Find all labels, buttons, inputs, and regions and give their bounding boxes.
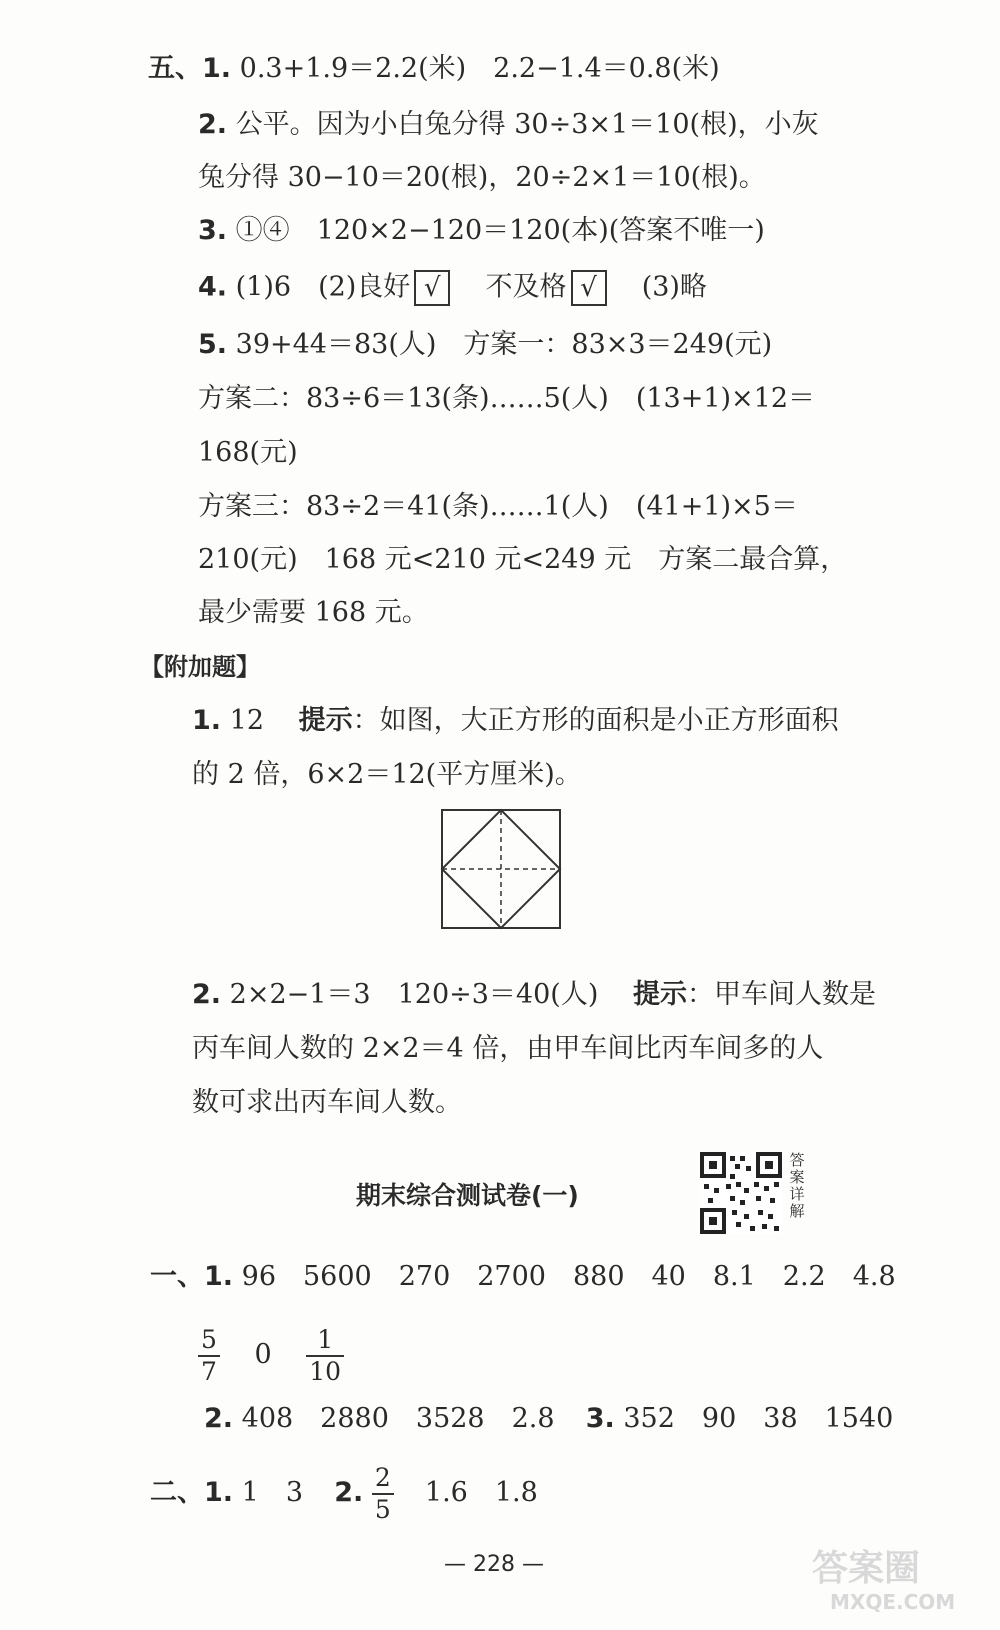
exam-q3-values: 352 90 38 1540 (623, 1403, 894, 1434)
extra-q1-answer: 12 (229, 705, 264, 736)
qr-code-icon[interactable] (700, 1152, 782, 1234)
extra-q2-line2: 丙车间人数的 2×2＝4 倍，由甲车间比丙车间多的人 (192, 1033, 824, 1064)
exam-s2-rest: 1.6 1.8 (424, 1477, 538, 1508)
sec5-q1 (148, 52, 720, 86)
sec5-q2-text1: 公平。因为小白兔分得 30÷3×1＝10(根)，小灰 (235, 109, 819, 140)
exam-s2-label: 二、1. (150, 1477, 234, 1508)
exam-s2-values: 1 3 (241, 1477, 303, 1508)
sec5-q4-c: (3)略 (641, 271, 707, 303)
sec5-q5-line3: 168(元) (198, 437, 298, 468)
sec5-q5-num: 5. (198, 329, 228, 360)
extra-q2-num: 2. (192, 979, 222, 1010)
sec5-q5-line1 (198, 328, 772, 362)
extra-q1-line1 (192, 704, 839, 738)
extra-q1-hint-label: 提示 (298, 705, 353, 736)
sec5-label: 五、1. (148, 53, 232, 84)
sec5-q4-a: (1)6 (2)良好 (235, 271, 411, 303)
sec5-q5-line4: 方案三：83÷2＝41(条)……1(人) (41+1)×5＝ (198, 491, 798, 522)
exam-s1-values: 96 5600 270 2700 880 40 8.1 2.2 4.8 (241, 1261, 896, 1292)
page-number: — 228 — (444, 1552, 544, 1577)
sec5-q5-line6: 最少需要 168 元。 (198, 597, 429, 628)
fraction-5-7: $\frac{5}{7}$ (198, 1325, 220, 1387)
watermark-url: MXQE.COM (830, 1590, 956, 1614)
sec5-q3-num: 3. (198, 215, 228, 246)
exam-q2-num: 2. (204, 1403, 234, 1434)
exam-title: 期末综合测试卷(一) (356, 1181, 579, 1210)
extra-q2-line1 (192, 978, 876, 1012)
sec5-q5-text1: 39+44＝83(人) 方案一：83×3＝249(元) (235, 329, 773, 360)
extra-q1-text1: ：如图，大正方形的面积是小正方形面积 (352, 705, 839, 736)
sec5-q5-line2: 方案二：83÷6＝13(条)……5(人) (13+1)×12＝ (198, 383, 816, 414)
sec5-q3 (198, 214, 765, 248)
extra-q1-num: 1. (192, 705, 222, 736)
exam-s1-label: 一、1. (150, 1261, 234, 1292)
exam-s1-fractions (198, 1320, 344, 1390)
qr-caption: 答 案 详 解 (789, 1151, 805, 1220)
sec5-q4-num: 4. (198, 271, 228, 303)
extra-q2-b: ：甲车间人数是 (686, 979, 876, 1010)
exam-q3-num: 3. (585, 1403, 615, 1434)
sec5-q2-line2: 兔分得 30−10＝20(根)，20÷2×1＝10(根)。 (198, 162, 766, 193)
sec5-q4 (198, 270, 707, 306)
square-diagram (440, 808, 562, 930)
sec5-q2-num: 2. (198, 109, 228, 140)
exam-s2 (150, 1458, 538, 1528)
checkbox-fail: √ (571, 270, 607, 306)
sec5-q5-line5: 210(元) 168 元<210 元<249 元 方案二最合算， (198, 544, 848, 575)
extra-q2-line3: 数可求出丙车间人数。 (192, 1087, 462, 1118)
sec5-q4-b: 不及格 (485, 271, 567, 303)
watermark-logo: 答案圈 (812, 1548, 921, 1589)
exam-s1-q1 (150, 1260, 896, 1294)
extra-q1-line2: 的 2 倍，6×2＝12(平方厘米)。 (192, 759, 582, 790)
extra-q2-hint-label: 提示 (632, 979, 687, 1010)
sec5-q2-line1 (198, 108, 819, 142)
exam-q2-values: 408 2880 3528 2.8 (241, 1403, 555, 1434)
zero-value: 0 (254, 1339, 272, 1370)
extra-q2-a: 2×2−1＝3 120÷3＝40(人) (229, 979, 599, 1010)
exam-s2-q2-num: 2. (334, 1477, 364, 1508)
sec5-q3-text: ①④ 120×2−120＝120(本)(答案不唯一) (235, 215, 765, 246)
exam-s1-q2-q3 (204, 1402, 893, 1436)
sec5-q1-text: 0.3+1.9＝2.2(米) 2.2−1.4＝0.8(米) (239, 53, 720, 84)
fraction-2-5: $\frac{2}{5}$ (372, 1463, 394, 1525)
extra-heading: 【附加题】 (140, 653, 260, 681)
fraction-1-10: $\frac{1}{10}$ (306, 1325, 344, 1387)
checkbox-good: √ (414, 270, 450, 306)
